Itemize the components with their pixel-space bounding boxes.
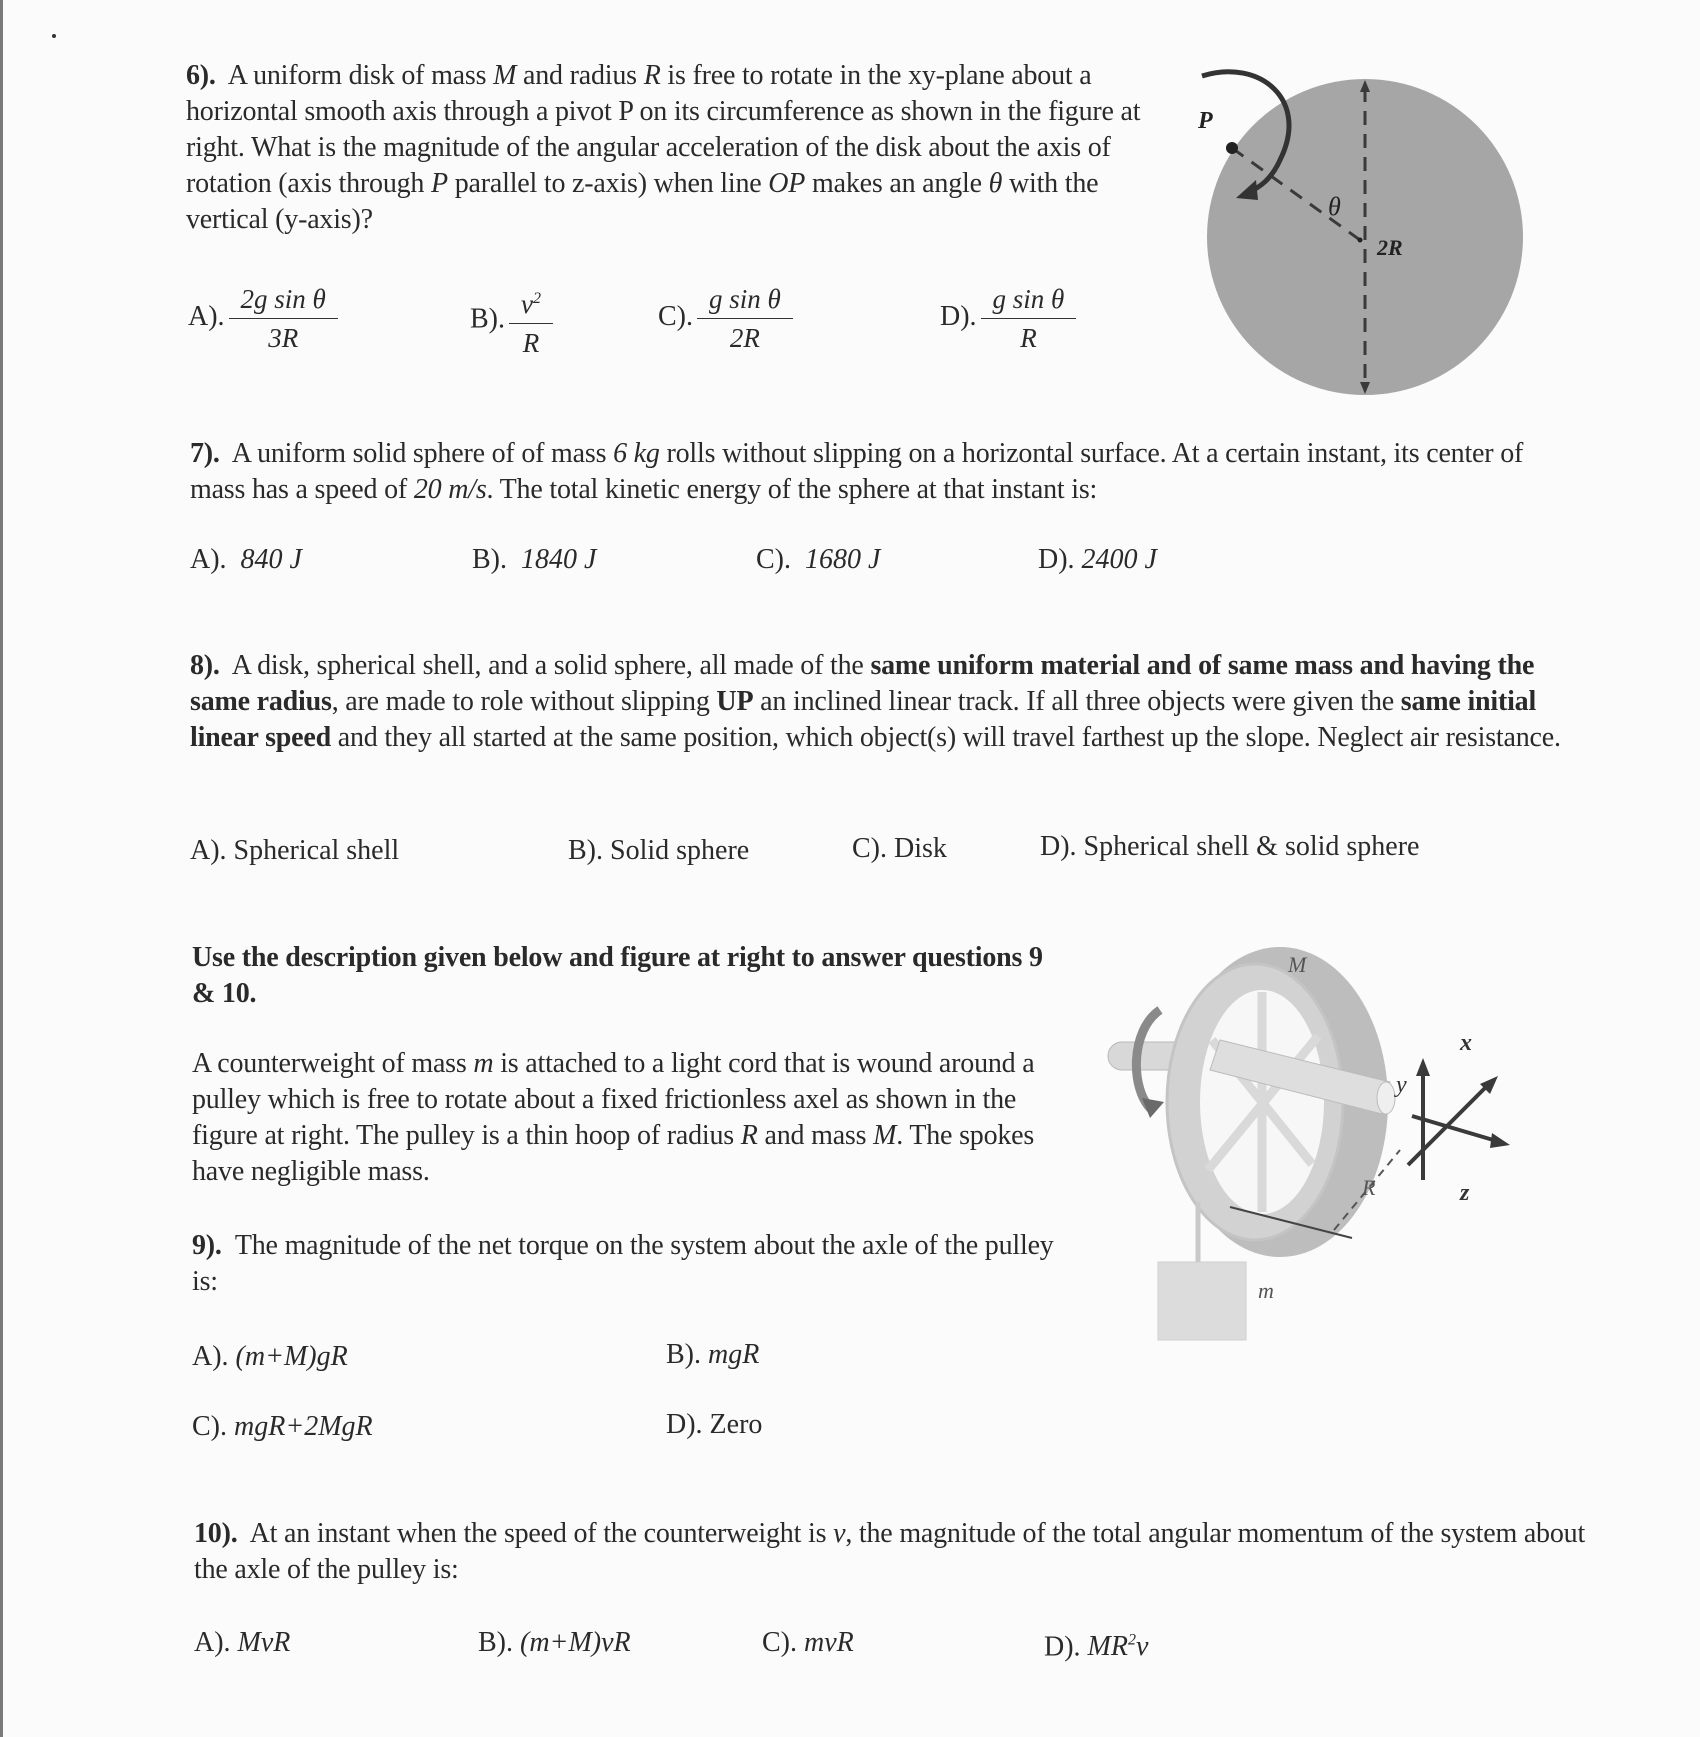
- option-value: Spherical shell & solid sphere: [1083, 831, 1420, 862]
- numerator: 2g sin θ: [240, 284, 326, 314]
- option-value: 840 J: [240, 544, 302, 575]
- question-number: 7).: [190, 438, 220, 469]
- option-value: mgR+2MgR: [234, 1411, 373, 1442]
- pivot-point: [1226, 142, 1238, 154]
- q10-option-a[interactable]: [194, 1626, 290, 1660]
- text-run: an inclined linear track. If all three objects were given the: [753, 686, 1401, 717]
- var-theta: θ: [988, 168, 1003, 199]
- text-run: rolls without slipping on a horizontal surface. At a certain instant, its center of mass has a speed of: [190, 438, 1524, 505]
- option-value: 2400 J: [1081, 544, 1157, 575]
- option-value: 1680 J: [805, 544, 881, 575]
- q8-option-d[interactable]: [1040, 830, 1419, 864]
- option-label: B).: [470, 303, 505, 335]
- q7-option-d[interactable]: [1038, 543, 1157, 577]
- numerator: g sin θ: [992, 284, 1065, 314]
- option-label: B).: [478, 1627, 513, 1658]
- q9-option-c[interactable]: [192, 1410, 373, 1444]
- q9-option-d[interactable]: [666, 1408, 762, 1442]
- text-run: with the vertical (y-axis)?: [186, 168, 1099, 235]
- option-value: (m+M)gR: [235, 1341, 348, 1372]
- angle-label: θ: [1328, 192, 1341, 221]
- q6-option-d[interactable]: [940, 284, 1070, 353]
- option-value: mgR: [708, 1339, 760, 1370]
- option-label: D).: [1038, 544, 1075, 575]
- text-run: , are made to role without slipping: [331, 686, 717, 717]
- center-point: [1358, 238, 1363, 243]
- mass-value: 6 kg: [613, 438, 660, 469]
- pulley-figure: [1090, 930, 1610, 1350]
- option-label: B).: [472, 544, 507, 575]
- q6-option-a[interactable]: [188, 284, 332, 353]
- question-8-text: [190, 648, 1575, 756]
- z-axis-arrow-icon: [1490, 1133, 1510, 1148]
- text-run: The magnitude of the net torque on the system about the axle of the pulley is:: [192, 1230, 1054, 1297]
- option-value: mvR: [804, 1627, 854, 1658]
- q10-option-b[interactable]: [478, 1626, 631, 1660]
- pivot-label: P: [1198, 108, 1213, 134]
- diameter-label: 2R: [1377, 235, 1403, 260]
- var-m: m: [473, 1048, 494, 1079]
- option-label: A).: [190, 835, 227, 866]
- option-label: A).: [188, 300, 225, 332]
- question-number: 8).: [190, 650, 220, 681]
- text-run: A uniform solid sphere of of mass: [231, 438, 614, 469]
- text-run: is attached to a light cord that is wound around a pulley which is free to rotate about a fixed frictionless axel as shown in the figure at right. The pulley is a thin hoop of radius: [192, 1048, 1035, 1151]
- text-run: A counterweight of mass: [192, 1048, 474, 1079]
- q6-option-c[interactable]: [658, 284, 787, 353]
- question-9-text: [192, 1228, 1072, 1300]
- q7-option-a[interactable]: [190, 543, 302, 577]
- q10-option-d[interactable]: [1044, 1624, 1148, 1664]
- option-label: B).: [568, 835, 603, 866]
- option-label: A).: [194, 1627, 231, 1658]
- scan-edge: [0, 0, 3, 1737]
- option-label: D).: [940, 300, 977, 332]
- option-value: MR: [1087, 1631, 1128, 1663]
- text-run: and they all started at the same position, which object(s) will travel farthest up the slope. Neglect air resistance.: [330, 722, 1561, 753]
- denominator: 2R: [697, 318, 793, 353]
- fraction: [987, 284, 1071, 353]
- var-P: P: [431, 168, 448, 199]
- option-label: A).: [192, 1341, 229, 1372]
- axle-end: [1377, 1082, 1395, 1114]
- denominator: 3R: [229, 318, 338, 353]
- option-value: Solid sphere: [610, 835, 750, 866]
- emphasis: same initial linear speed: [190, 686, 1537, 753]
- option-value: Spherical shell: [233, 835, 400, 866]
- var-R: R: [643, 60, 661, 91]
- option-value: Disk: [894, 833, 947, 864]
- weight-label: m: [1258, 1278, 1274, 1303]
- text-run: A disk, spherical shell, and a solid sphere, all made of the: [231, 650, 871, 681]
- option-value: MvR: [237, 1627, 291, 1658]
- speed-value: 20 m/s: [413, 474, 487, 505]
- scan-speck: [52, 34, 56, 38]
- hoop-mass-label: M: [1288, 952, 1307, 977]
- text-run: , the magnitude of the total angular momentum of the system about the axle of the pulley is:: [194, 1518, 1586, 1585]
- q7-option-b[interactable]: [472, 543, 596, 577]
- counterweight: [1158, 1262, 1246, 1340]
- fraction: [235, 284, 332, 353]
- instruction-heading: Use the description given below and figure at right to answer questions 9 & 10.: [192, 942, 1043, 1009]
- option-label: D).: [666, 1409, 703, 1440]
- superscript: 2: [532, 290, 541, 307]
- question-number: 10).: [194, 1518, 238, 1549]
- axis-x-label: x: [1460, 1030, 1472, 1056]
- q8-option-c[interactable]: [852, 832, 947, 866]
- axis-y-label: y: [1396, 1072, 1407, 1098]
- q10-option-c[interactable]: [762, 1626, 854, 1660]
- question-7-text: [190, 436, 1550, 508]
- var-M: M: [873, 1120, 897, 1151]
- disk-figure: [1180, 40, 1560, 420]
- numerator: g sin θ: [709, 284, 781, 314]
- text-run: is free to rotate in the xy-plane about a horizontal smooth axis through a pivot P on its circumference as shown in the figure at right. What is the magnitude of the angular acceleration of the disk about the axis of rotation (axis through: [186, 60, 1141, 199]
- question-number: 9).: [192, 1230, 222, 1261]
- emphasis: same uniform material and of same mass and having the same radius: [190, 650, 1535, 717]
- option-label: B).: [666, 1339, 701, 1370]
- y-axis-arrow-icon: [1416, 1058, 1430, 1076]
- radius-label: R: [1362, 1175, 1376, 1200]
- question-6-text: [186, 58, 1186, 238]
- text-run: A uniform disk of mass: [227, 60, 494, 91]
- question-10-text: [194, 1516, 1594, 1588]
- option-label: C).: [756, 544, 791, 575]
- denominator: R: [981, 318, 1077, 353]
- denominator: R: [509, 323, 553, 358]
- superscript: 2: [1127, 1632, 1136, 1649]
- fraction: [515, 284, 547, 358]
- text-run: parallel to z-axis) when line: [447, 168, 769, 199]
- var-M: M: [493, 60, 517, 91]
- text-run: and radius: [516, 60, 644, 91]
- emphasis: UP: [716, 686, 754, 717]
- option-label: A).: [190, 544, 227, 575]
- q9-option-b[interactable]: [666, 1338, 759, 1372]
- option-value: 1840 J: [521, 544, 597, 575]
- q8-option-a[interactable]: [190, 834, 399, 868]
- q9-option-a[interactable]: [192, 1340, 348, 1374]
- option-value: Zero: [709, 1409, 763, 1440]
- option-label: D).: [1040, 831, 1077, 862]
- axis-z-label: z: [1460, 1180, 1470, 1206]
- text-run: and mass: [757, 1120, 874, 1151]
- text-run: . The total kinetic energy of the sphere at that instant is:: [486, 474, 1098, 505]
- text-run: At an instant when the speed of the counterweight is: [249, 1518, 834, 1549]
- numerator: v: [521, 289, 533, 319]
- var-OP: OP: [768, 168, 806, 199]
- option-label: C).: [192, 1411, 227, 1442]
- option-label: C).: [658, 300, 693, 332]
- q6-option-b[interactable]: [470, 284, 547, 358]
- option-label: C).: [852, 833, 887, 864]
- option-value-suffix: v: [1135, 1631, 1149, 1663]
- option-label: D).: [1044, 1631, 1081, 1663]
- var-R: R: [740, 1120, 758, 1151]
- text-run: . The spokes have negligible mass.: [192, 1120, 1035, 1187]
- pulley-description: [192, 1046, 1072, 1190]
- q7-option-c[interactable]: [756, 543, 880, 577]
- question-number: 6).: [186, 60, 216, 91]
- option-value: (m+M)vR: [520, 1627, 631, 1658]
- text-run: makes an angle: [805, 168, 989, 199]
- option-label: C).: [762, 1627, 797, 1658]
- q8-option-b[interactable]: [568, 834, 749, 868]
- fraction: [703, 284, 787, 353]
- var-v: v: [833, 1518, 846, 1549]
